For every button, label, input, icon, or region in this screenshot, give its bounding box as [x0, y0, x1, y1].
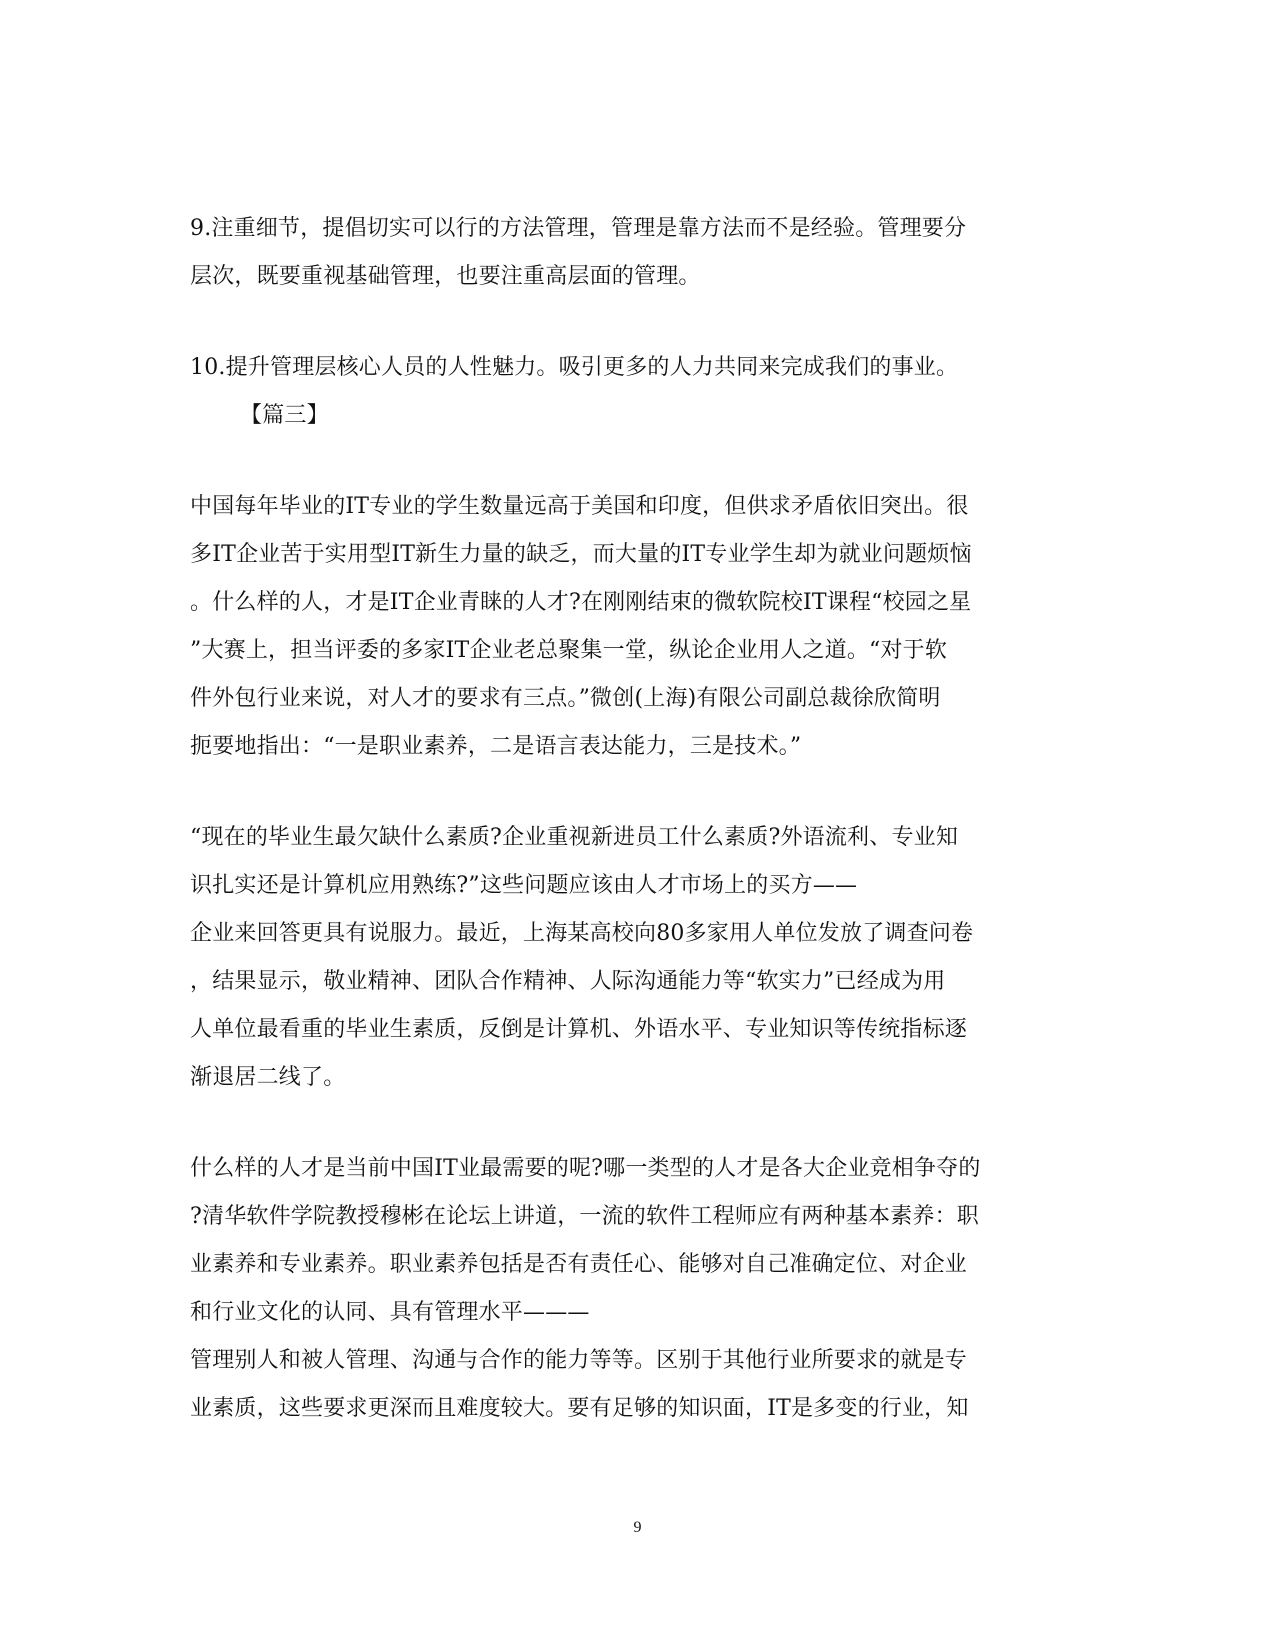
list-item-9	[190, 205, 1090, 301]
text-line: ”大赛上，担当评委的多家IT企业老总聚集一堂，纵论企业用人之道。“对于软	[190, 638, 948, 663]
text-line: 扼要地指出：“一是职业素养，二是语言表达能力，三是技术。”	[190, 734, 802, 759]
text-line: ，结果显示，敬业精神、团队合作精神、人际沟通能力等“软实力”已经成为用	[190, 969, 946, 994]
text-line: 渐退居二线了。	[190, 1065, 346, 1090]
text-line: 业素养和专业素养。职业素养包括是否有责任心、能够对自己准确定位、对企业	[190, 1252, 968, 1277]
paragraph-gap	[190, 440, 1090, 483]
text-line: 人单位最看重的毕业生素质，反倒是计算机、外语水平、专业知识等传统指标逐	[190, 1017, 968, 1042]
paragraph-gap	[190, 1102, 1090, 1145]
text-line: 。什么样的人，才是IT企业青睐的人才?在刚刚结束的微软院校IT课程“校园之星	[190, 590, 972, 615]
page-number: 9	[633, 1519, 642, 1536]
text-line: 件外包行业来说，对人才的要求有三点。”微创(上海)有限公司副总裁徐欣简明	[190, 686, 941, 711]
text-line: 识扎实还是计算机应用熟练?”这些问题应该由人才市场上的买方——	[190, 873, 858, 898]
text-line: 多IT企业苦于实用型IT新生力量的缺乏，而大量的IT专业学生却为就业问题烦恼	[190, 542, 972, 567]
paragraph-gap	[190, 771, 1090, 814]
list-item-10	[190, 344, 1090, 392]
text-line: 业素质，这些要求更深而且难度较大。要有足够的知识面，IT是多变的行业，知	[190, 1396, 969, 1421]
text-line: 9.注重细节，提倡切实可以行的方法管理，管理是靠方法而不是经验。管理要分	[190, 216, 967, 241]
text-line: ?清华软件学院教授穆彬在论坛上讲道，一流的软件工程师应有两种基本素养：职	[190, 1204, 979, 1229]
text-line: 管理别人和被人管理、沟通与合作的能力等等。区别于其他行业所要求的就是专	[190, 1348, 968, 1373]
text-line: 企业来回答更具有说服力。最近，上海某高校向80多家用人单位发放了调查问卷	[190, 921, 974, 946]
text-line: 中国每年毕业的IT专业的学生数量远高于美国和印度，但供求矛盾依旧突出。很	[190, 494, 969, 519]
document-body	[190, 205, 1090, 1433]
paragraph-2	[190, 814, 1090, 1102]
text-line: “现在的毕业生最欠缺什么素质?企业重视新进员工什么素质?外语流利、专业知	[190, 825, 959, 850]
section-heading: 【篇三】	[240, 403, 329, 428]
text-line: 层次，既要重视基础管理，也要注重高层面的管理。	[190, 264, 701, 289]
text-line: 10.提升管理层核心人员的人性魅力。吸引更多的人力共同来完成我们的事业。	[190, 355, 959, 380]
paragraph-3	[190, 1145, 1090, 1433]
text-line: 什么样的人才是当前中国IT业最需要的呢?哪一类型的人才是各大企业竞相争夺的	[190, 1156, 981, 1181]
paragraph-gap	[190, 301, 1090, 344]
paragraph-1	[190, 483, 1090, 771]
text-line: 和行业文化的认同、具有管理水平———	[190, 1300, 590, 1325]
